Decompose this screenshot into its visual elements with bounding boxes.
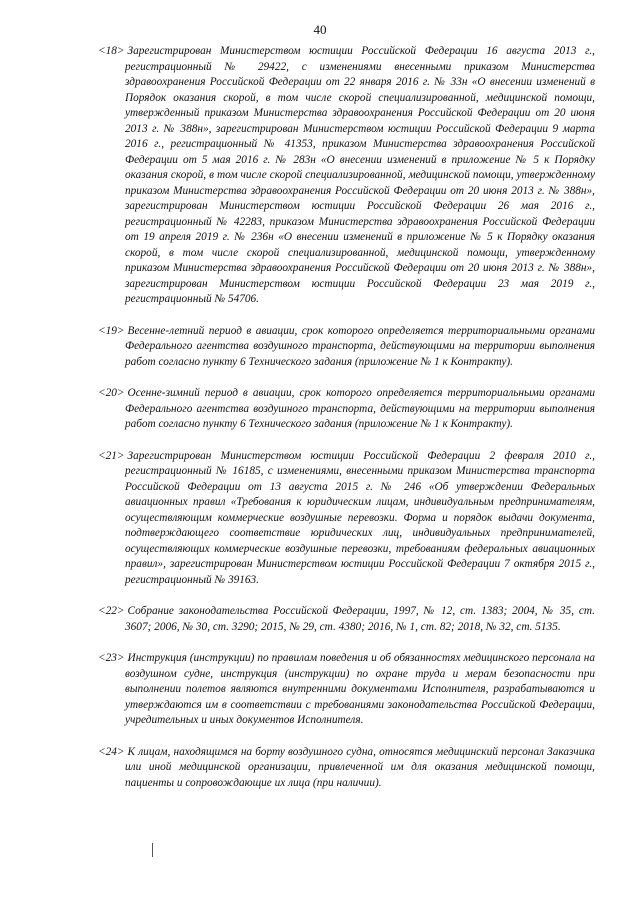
- footnote-marker: <21>: [98, 449, 125, 462]
- footnote-text: Зарегистрирован Министерством юстиции Российской Федерации 16 августа 2013 г., регистрационный № 29422, с изменениями внесенными приказом Министерства здравоохранения Российской Федерации от 22 января 2016 г. № 33н «О внесении изменений в Порядок оказания скорой, в том числе скорой специализированной, медицинской помощи, утвержденный приказом Министерства здравоохранения Российской Федерации от 20 июня 2013 г. № 388н», зарегистрирован Министерством юстиции Российской Федерации 9 марта 2016 г., регистрационный № 41353, приказом Министерства здравоохранения Российской Федерации от 5 мая 2016 г. № 283н «О внесении изменений в приложение № 5 к Порядку оказания скорой, в том числе скорой специализированной, медицинской помощи, утвержденному приказом Министерства здравоохранения Российской Федерации от 20 июня 2013 г. № 388н», зарегистрирован Министерством юстиции Российской Федерации 26 мая 2016 г., регистрационный № 42283, приказом Министерства здравоохранения Российской Федерации от 19 апреля 2019 г. № 236н «О внесении изменений в приложение № 5 к Порядку оказания скорой, в том числе скорой специализированной, медицинской помощи, утвержденному приказом Министерства здравоохранения Российской Федерации от 20 июня 2013 г. № 388н», зарегистрирован Министерством юстиции Российской Федерации 23 мая 2019 г., регистрационный № 54706.: [125, 45, 595, 305]
- scan-artifact-mark: [152, 843, 153, 857]
- footnote-marker: <18>: [98, 45, 125, 57]
- footnote-text: Собрание законодательства Российской Федерации, 1997, № 12, ст. 1383; 2004, № 35, ст. 3607; 2006, № 30, ст. 3290; 2015, № 29, ст. 4380; 2016, № 1, ст. 82; 2018, № 32, ст. 5135.: [125, 605, 595, 633]
- footnote: [98, 651, 595, 729]
- footnote-marker: <22>: [98, 605, 125, 617]
- footnote-text: Весенне-летний период в авиации, срок которого определяется территориальными органами Федерального агентства воздушного транспорта, действующими на территории выполнения работ согласно пункту 6 Технического задания (приложение № 1 к Контракту).: [125, 324, 595, 368]
- footnote: [98, 324, 595, 371]
- footnote-text: Зарегистрирован Министерством юстиции Российской Федерации 2 февраля 2010 г., регистрационный № 16185, с изменениями, внесенными приказом Министерства транспорта Российской Федерации от 13 августа 2015 г. № 246 «Об утверждении Федеральных авиационных правил «Требования к юридическим лицам, индивидуальным предпринимателям, осуществляющим коммерческие воздушные перевозки. Форма и порядок выдачи документа, подтверждающего соответствие юридических лиц, индивидуальных предпринимателей, осуществляющих коммерческие воздушные перевозки, требованиям федеральных авиационных правил», зарегистрирован Министерством юстиции Российской Федерации 7 октября 2015 г., регистрационный № 39163.: [125, 449, 595, 586]
- footnotes-list: [98, 44, 595, 807]
- footnote-text: Осенне-зимний период в авиации, срок которого определяется территориальными органами Федерального агентства воздушного транспорта, действующими на территории выполнения работ согласно пункту 6 Технического задания (приложение № 1 к Контракту).: [125, 387, 595, 430]
- page-number: 40: [313, 22, 327, 37]
- footnote-text: Инструкция (инструкции) по правилам поведения и об обязанностях медицинского персонала на воздушном судне, инструкция (инструкции) по охране труда и мерам безопасности при выполнении полетов являются внутренними документами Исполнителя, разрабатываются и утверждаются им в соответствии с требованиями законодательства Российской Федерации, учредительных и иных документов Исполнителя.: [125, 652, 595, 726]
- footnote-marker: <20>: [98, 387, 125, 399]
- footnote-text: К лицам, находящимся на борту воздушного судна, относятся медицинский персонал Заказчика или иной медицинской организации, привлеченной им для оказания медицинской помощи, пациенты и сопровождающие их лица (при наличии).: [125, 745, 595, 789]
- footnote: [98, 386, 595, 433]
- footnote-marker: <19>: [98, 324, 125, 337]
- footnote: [98, 604, 595, 635]
- footnote-marker: <24>: [98, 745, 125, 758]
- footnote: [98, 44, 595, 308]
- footnote-marker: <23>: [98, 652, 125, 664]
- footnote: [98, 745, 595, 792]
- footnote: [98, 449, 595, 589]
